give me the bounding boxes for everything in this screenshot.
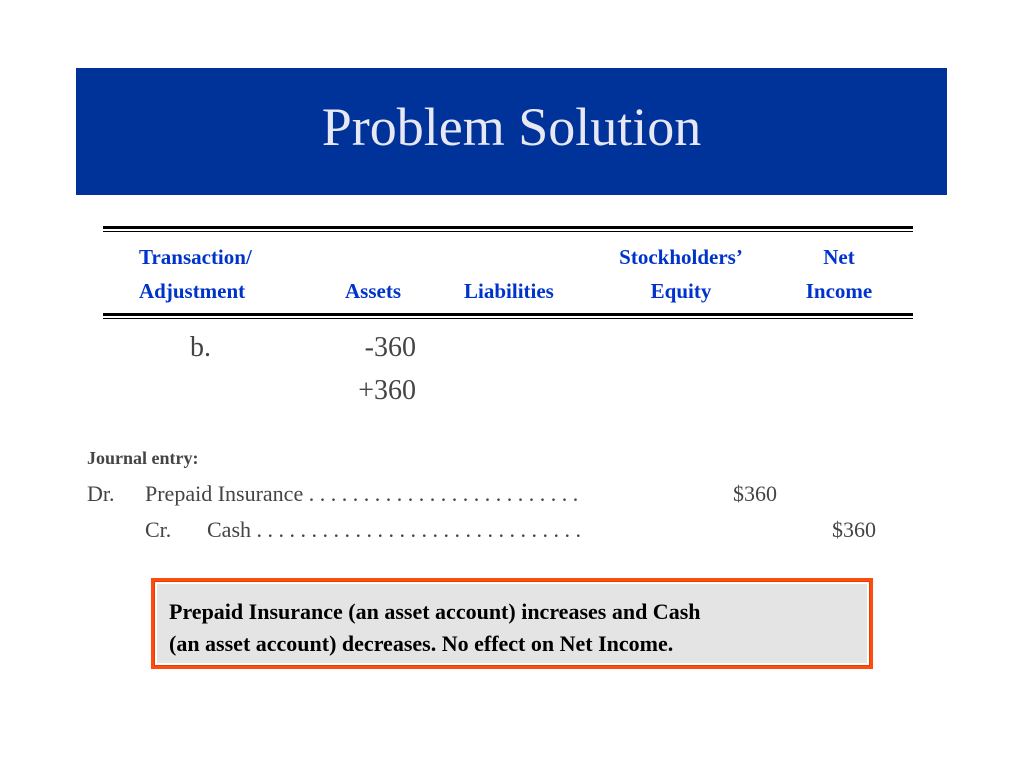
header-transaction [139,240,252,308]
credit-amount: $360 [832,517,876,542]
table-header-rule [103,313,913,319]
header-net-line2: Income [805,279,873,303]
explanation-line1: Prepaid Insurance (an asset account) increases and Cash [169,599,701,624]
header-transaction-line1: Transaction/ [139,245,252,269]
header-equity-line2: Equity [650,279,712,303]
header-transaction-line2: Adjustment [139,279,246,303]
header-net-income [794,240,884,308]
credit-prefix: Cr. [145,517,172,542]
credit-account: Cash . . . . . . . . . . . . . . . . . . . . . . . . . . . . . . [207,517,581,542]
debit-amount: $360 [733,481,777,506]
explanation-line2: (an asset account) decreases. No effect on Net Income. [169,631,674,656]
debit-prefix: Dr. [87,481,115,506]
header-liabilities: Liabilities [464,279,554,303]
page-title: Problem Solution [321,96,702,157]
row-1-transaction: b. [190,332,211,363]
title-banner [76,68,947,195]
header-equity-line1: Stockholders’ [619,245,743,269]
row-1-assets: -360 [364,332,416,363]
journal-entry-label: Journal entry: [87,448,199,468]
row-2-assets: +360 [358,375,416,406]
header-equity [606,240,756,308]
table-top-rule [103,226,913,232]
explanation-box [151,578,873,669]
header-net-line1: Net [823,245,855,269]
debit-account: Prepaid Insurance . . . . . . . . . . . . . . . . . . . . . . . . . [145,481,579,506]
header-assets: Assets [345,279,401,303]
explanation-box-inner [155,582,869,665]
